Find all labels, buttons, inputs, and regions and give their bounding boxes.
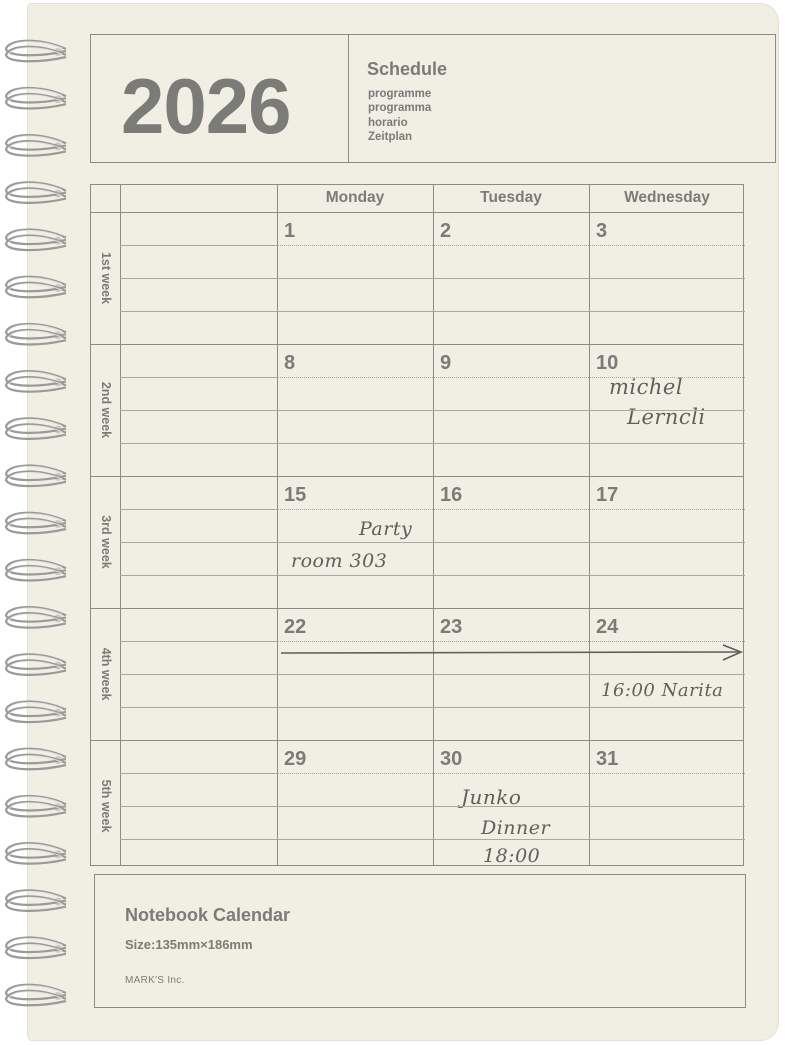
day-rule [277,443,745,444]
calendar-grid [90,184,744,866]
day-rule [277,542,745,543]
spiral-coil [6,182,66,203]
translation-german: Zeitplan [368,130,413,143]
week-divider [91,608,743,609]
day-rule [277,410,745,411]
memo-rule [120,806,277,807]
product-title: Notebook Calendar [125,905,291,925]
day-rule [277,641,745,642]
arrow-icon [277,643,747,663]
day-rule [277,377,745,378]
week-label: 1st week [99,251,113,305]
spiral-coil [6,985,66,1006]
day-rule [277,707,745,708]
spiral-coil [6,135,66,156]
week-divider [91,740,743,741]
day-number: 31 [596,748,619,770]
memo-rule [120,410,277,411]
spiral-coil [6,890,66,911]
spiral-coil [6,466,66,487]
day-number: 29 [284,748,307,770]
week-label: 4th week [99,647,113,701]
spiral-coil [6,418,66,439]
header-box [90,34,776,163]
week-label: 5th week [99,779,113,833]
spiral-coil [6,607,66,628]
week-label: 2nd week [99,381,113,439]
spiral-coil [6,230,66,251]
day-rule [277,245,745,246]
day-rule [277,674,745,675]
day-number: 9 [440,352,452,374]
note-room: room 303 [291,550,388,572]
day-rule [277,509,745,510]
note-dinner: Dinner [481,817,551,839]
day-number: 3 [596,220,608,242]
week-divider [91,476,743,477]
day-rule [277,278,745,279]
note-party: Party [359,518,413,540]
day-number: 23 [440,616,463,638]
memo-rule [120,245,277,246]
spiral-coil [6,749,66,770]
day-rule [277,575,745,576]
column-divider [277,185,278,865]
day-number: 2 [440,220,452,242]
note-time: 18:00 [483,845,541,867]
spiral-coil [6,560,66,581]
note-michel: michel [609,375,684,399]
memo-rule [120,641,277,642]
memo-rule [120,377,277,378]
column-header-tuesday: Tuesday [480,189,542,206]
spiral-coil [6,702,66,723]
memo-rule [120,443,277,444]
spiral-coil [6,324,66,345]
day-number: 8 [284,352,296,374]
memo-rule [120,773,277,774]
spiral-coil [6,938,66,959]
note-junko: Junko [461,785,522,809]
footer-box [94,874,746,1008]
product-size: Size:135mm×186mm [125,937,253,952]
day-rule [277,806,745,807]
day-rule [277,311,745,312]
schedule-title: Schedule [367,59,448,79]
column-divider [120,185,121,865]
memo-rule [120,575,277,576]
notebook-page [28,4,778,1040]
memo-rule [120,674,277,675]
column-header-monday: Monday [325,189,385,206]
spiral-coil [6,41,66,62]
translation-italian: programma [368,102,432,115]
header-divider [348,35,349,162]
day-rule [277,839,745,840]
spiral-coil [6,654,66,675]
day-number: 30 [440,748,463,770]
spiral-coil [6,796,66,817]
memo-rule [120,278,277,279]
day-number: 16 [440,484,463,506]
week-divider [91,344,743,345]
day-number: 1 [284,220,296,242]
header-row-line [91,212,743,213]
day-number: 22 [284,616,307,638]
year-title: 2026 [121,62,291,150]
week-label: 3rd week [99,515,113,569]
day-number: 24 [596,616,619,638]
schedule-translations [368,87,431,144]
note-lunch: Lerncli [627,405,706,429]
spiral-coil [6,513,66,534]
day-number: 15 [284,484,307,506]
translation-spanish: horario [368,116,408,129]
spiral-coil [6,371,66,392]
spiral-coil [6,843,66,864]
day-rule [277,773,745,774]
day-number: 10 [596,352,619,374]
column-header-wednesday: Wednesday [624,189,710,206]
day-number: 17 [596,484,619,506]
brand-label: MARK'S Inc. [125,975,185,986]
column-divider [589,185,590,865]
memo-rule [120,839,277,840]
memo-rule [120,311,277,312]
spiral-coil [6,88,66,109]
note-narita: 16:00 Narita [601,680,724,701]
translation-french: programme [368,88,432,100]
spiral-binding [0,0,80,1045]
memo-rule [120,509,277,510]
column-divider [433,185,434,865]
spiral-coil [6,277,66,298]
memo-rule [120,542,277,543]
memo-rule [120,707,277,708]
